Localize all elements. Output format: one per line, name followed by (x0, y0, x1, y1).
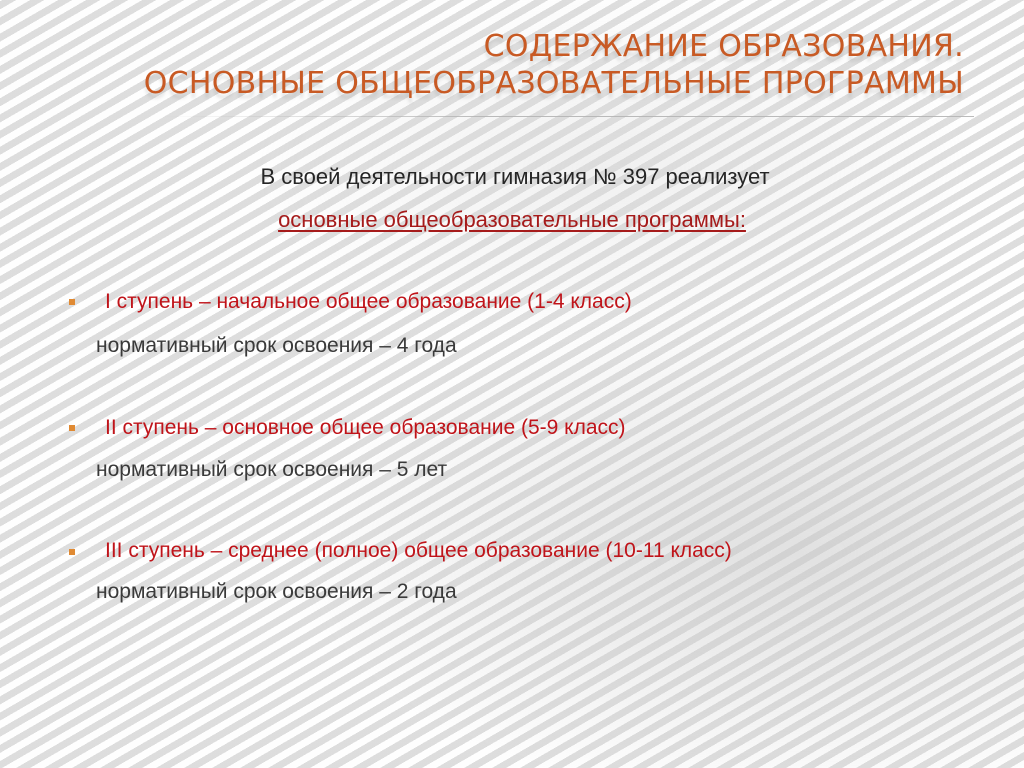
bullet-icon (69, 299, 75, 305)
intro-highlight: основные общеобразовательные программы: (278, 207, 746, 232)
stage-2-term: нормативный срок освоения – 5 лет (96, 458, 448, 481)
stage-1-term: нормативный срок освоения – 4 года (96, 334, 457, 357)
bullet-icon (69, 425, 75, 431)
slide-title (144, 28, 964, 102)
title-divider (160, 116, 974, 117)
stage-3-title: III ступень – среднее (полное) общее образование (10-11 класс) (105, 539, 732, 562)
intro-text: В своей деятельности гимназия № 397 реализует (260, 164, 770, 189)
title-line-2: ОСНОВНЫЕ ОБЩЕОБРАЗОВАТЕЛЬНЫЕ ПРОГРАММЫ (143, 66, 964, 101)
stage-2-title: II ступень – основное общее образование (5-9 класс) (105, 416, 626, 439)
stage-3-term: нормативный срок освоения – 2 года (96, 580, 457, 603)
stage-1-title: I ступень – начальное общее образование (1-4 класс) (105, 290, 632, 313)
bullet-icon (69, 549, 75, 555)
title-line-1: СОДЕРЖАНИЕ ОБРАЗОВАНИЯ. (483, 29, 964, 64)
